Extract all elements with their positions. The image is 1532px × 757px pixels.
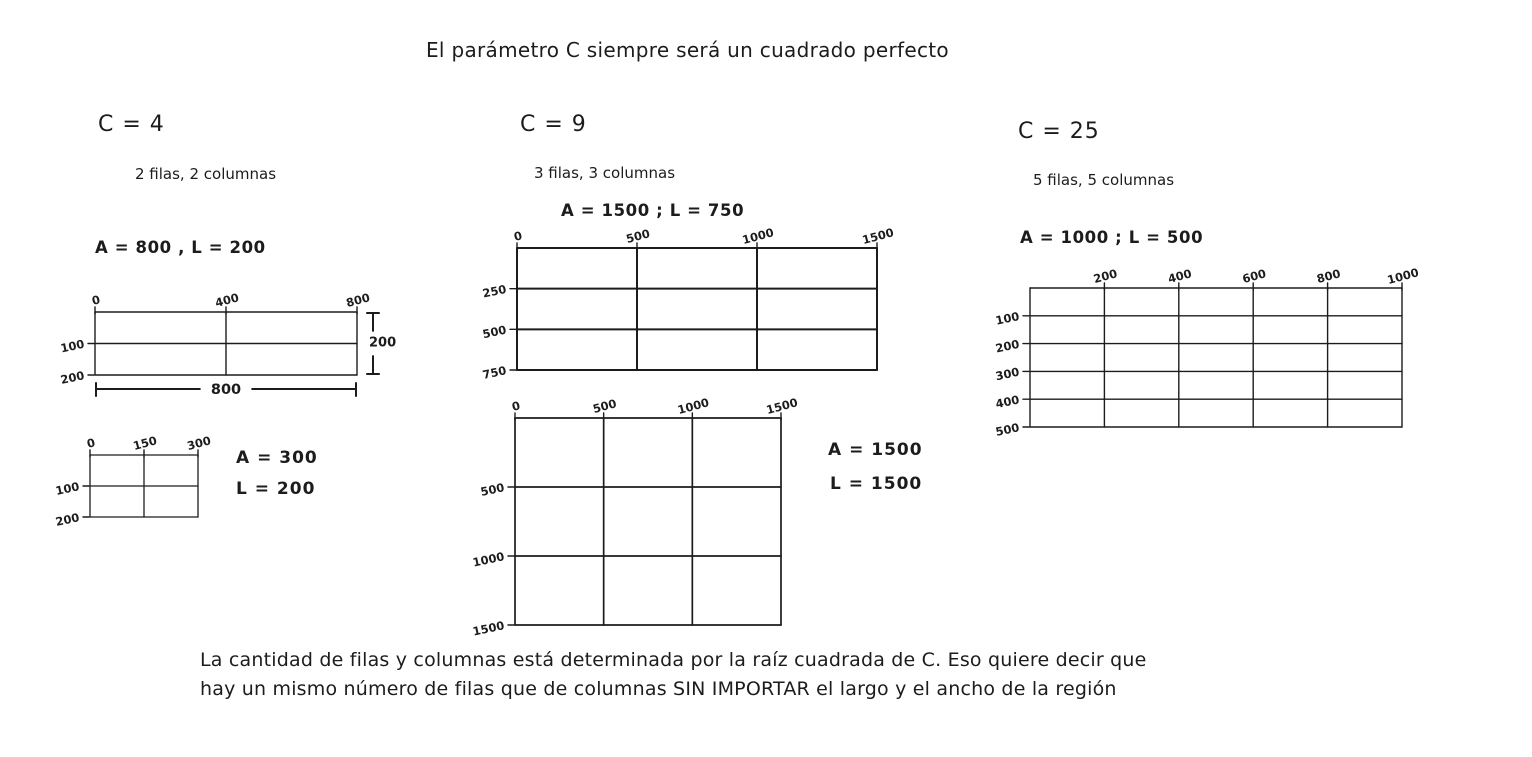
- axis-label: 100: [59, 336, 86, 356]
- c9-rows-cols-label: 3 filas, 3 columnas: [534, 164, 676, 182]
- c25-params-label: A = 1000 ; L = 500: [1020, 228, 1204, 247]
- grid-c9-square: [471, 395, 800, 639]
- axis-label: 0: [512, 228, 524, 244]
- axis-label: 1000: [471, 549, 506, 570]
- axis-label: 500: [994, 420, 1021, 439]
- axis-label: 600: [1240, 266, 1268, 287]
- c4-small-length-annotation: L = 200: [236, 479, 316, 499]
- axis-label: 500: [591, 396, 619, 417]
- c9-square-length-annotation: L = 1500: [830, 474, 923, 494]
- axis-label: 400: [994, 392, 1021, 412]
- footer-line-1: La cantidad de filas y columnas está determinada por la raíz cuadrada de C. Eso quiere decir que: [200, 649, 1147, 671]
- grid-c25: [994, 265, 1421, 439]
- axis-label: 800: [344, 290, 372, 311]
- axis-label: 800: [1315, 266, 1342, 287]
- axis-label: 500: [481, 322, 508, 342]
- axis-label: 500: [479, 480, 506, 499]
- axis-label: 300: [185, 433, 213, 454]
- axis-label: 0: [85, 435, 97, 451]
- axis-label: 200: [1091, 266, 1119, 287]
- c9-value-label: C = 9: [520, 112, 587, 137]
- c4-rows-cols-label: 2 filas, 2 columnas: [135, 165, 277, 183]
- grid-svg: [994, 265, 1421, 439]
- axis-label: 750: [481, 363, 508, 382]
- grid-svg: [59, 290, 397, 398]
- grid-c4-small: [54, 433, 213, 529]
- axis-label: 500: [624, 226, 652, 247]
- axis-label: 1000: [740, 225, 776, 248]
- c9-square-area-annotation: A = 1500: [828, 440, 923, 460]
- footer-explanation: [200, 646, 1147, 704]
- c9-params-label: A = 1500 ; L = 750: [561, 201, 745, 220]
- c4-params-label: A = 800 , L = 200: [95, 238, 266, 257]
- footer-line-2: hay un mismo número de filas que de columnas SIN IMPORTAR el largo y el ancho de la región: [200, 678, 1117, 700]
- axis-label: 200: [54, 510, 81, 529]
- axis-label: 400: [213, 290, 241, 311]
- grid-svg: [54, 433, 213, 529]
- axis-label: 200: [59, 368, 86, 387]
- c25-rows-cols-label: 5 filas, 5 columnas: [1033, 171, 1175, 189]
- c4-small-area-annotation: A = 300: [236, 448, 318, 468]
- axis-label: 1500: [764, 395, 800, 418]
- axis-label: 1000: [676, 395, 711, 418]
- grid-c9-wide: [481, 225, 896, 382]
- page-title: El parámetro C siempre será un cuadrado perfecto: [426, 38, 949, 62]
- c25-value-label: C = 25: [1018, 119, 1100, 144]
- axis-label: 0: [90, 292, 102, 308]
- axis-label: 800: [210, 382, 242, 398]
- axis-label: 1500: [471, 618, 506, 639]
- grid-c4-main: [59, 290, 397, 398]
- c4-value-label: C = 4: [98, 112, 165, 137]
- axis-label: 200: [369, 335, 397, 351]
- axis-label: 150: [131, 433, 159, 454]
- axis-label: 200: [994, 336, 1021, 356]
- axis-label: 100: [54, 479, 81, 498]
- grid-svg: [481, 225, 896, 382]
- axis-label: 400: [1166, 266, 1194, 287]
- axis-label: 1500: [860, 225, 896, 248]
- axis-label: 300: [994, 364, 1021, 384]
- axis-label: 100: [994, 309, 1021, 328]
- grid-svg: [471, 395, 800, 639]
- axis-label: 250: [481, 281, 508, 301]
- axis-label: 1000: [1385, 265, 1421, 288]
- axis-label: 0: [510, 398, 522, 414]
